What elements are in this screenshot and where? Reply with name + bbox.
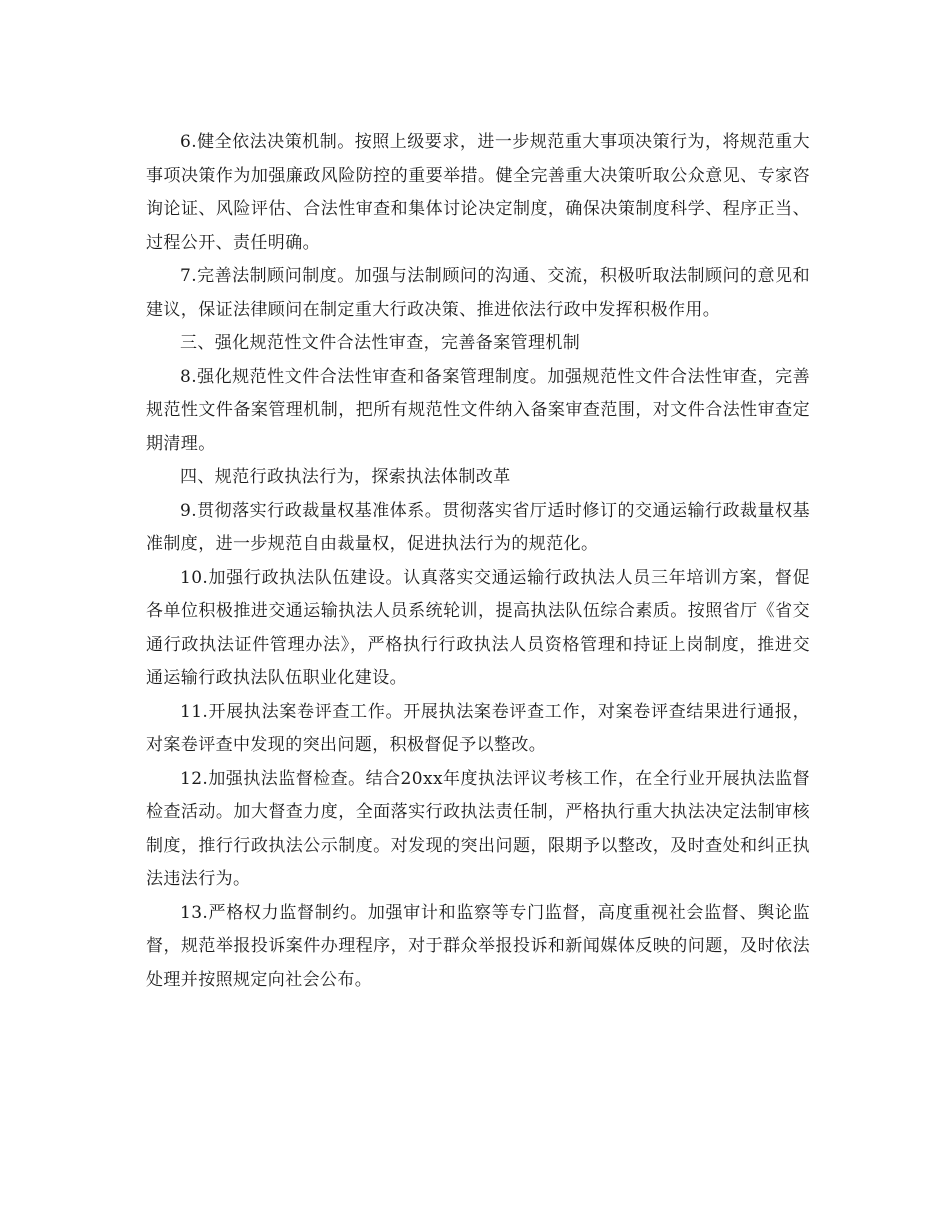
section-heading-3: 三、强化规范性文件合法性审查，完善备案管理机制 [180, 333, 581, 353]
document-body [146, 126, 810, 997]
section-heading-4: 四、规范行政执法行为，探索执法体制改革 [180, 467, 511, 487]
paragraph-11: 11.开展执法案卷评查工作。开展执法案卷评查工作，对案卷评查结果进行通报，对案卷评查中发现的突出问题，积极督促予以整改。 [146, 701, 810, 755]
paragraph-7: 7.完善法制顾问制度。加强与法制顾问的沟通、交流，积极听取法制顾问的意见和建议，保证法律顾问在制定重大行政决策、推进依法行政中发挥积极作用。 [146, 266, 810, 320]
paragraph-9: 9.贯彻落实行政裁量权基准体系。贯彻落实省厅适时修订的交通运输行政裁量权基准制度，进一步规范自由裁量权，促进执法行为的规范化。 [146, 500, 810, 554]
paragraph-12: 12.加强执法监督检查。结合20xx年度执法评议考核工作，在全行业开展执法监督检查活动。加大督查力度，全面落实行政执法责任制，严格执行重大执法决定法制审核制度，推行行政执法公示制度。对发现的突出问题，限期予以整改，及时查处和纠正执法违法行为。 [146, 768, 810, 889]
paragraph-8: 8.强化规范性文件合法性审查和备案管理制度。加强规范性文件合法性审查，完善规范性文件备案管理机制，把所有规范性文件纳入备案审查范围，对文件合法性审查定期清理。 [146, 366, 810, 454]
paragraph-13: 13.严格权力监督制约。加强审计和监察等专门监督，高度重视社会监督、舆论监督，规范举报投诉案件办理程序，对于群众举报投诉和新闻媒体反映的问题，及时依法处理并按照规定向社会公布。 [146, 902, 810, 990]
paragraph-6: 6.健全依法决策机制。按照上级要求，进一步规范重大事项决策行为，将规范重大事项决策作为加强廉政风险防控的重要举措。健全完善重大决策听取公众意见、专家咨询论证、风险评估、合法性审查和集体讨论决定制度，确保决策制度科学、程序正当、过程公开、责任明确。 [146, 132, 810, 253]
paragraph-10: 10.加强行政执法队伍建设。认真落实交通运输行政执法人员三年培训方案，督促各单位积极推进交通运输执法人员系统轮训，提高执法队伍综合素质。按照省厅《省交通行政执法证件管理办法》，严格执行行政执法人员资格管理和持证上岗制度，推进交通运输行政执法队伍职业化建设。 [146, 567, 810, 688]
